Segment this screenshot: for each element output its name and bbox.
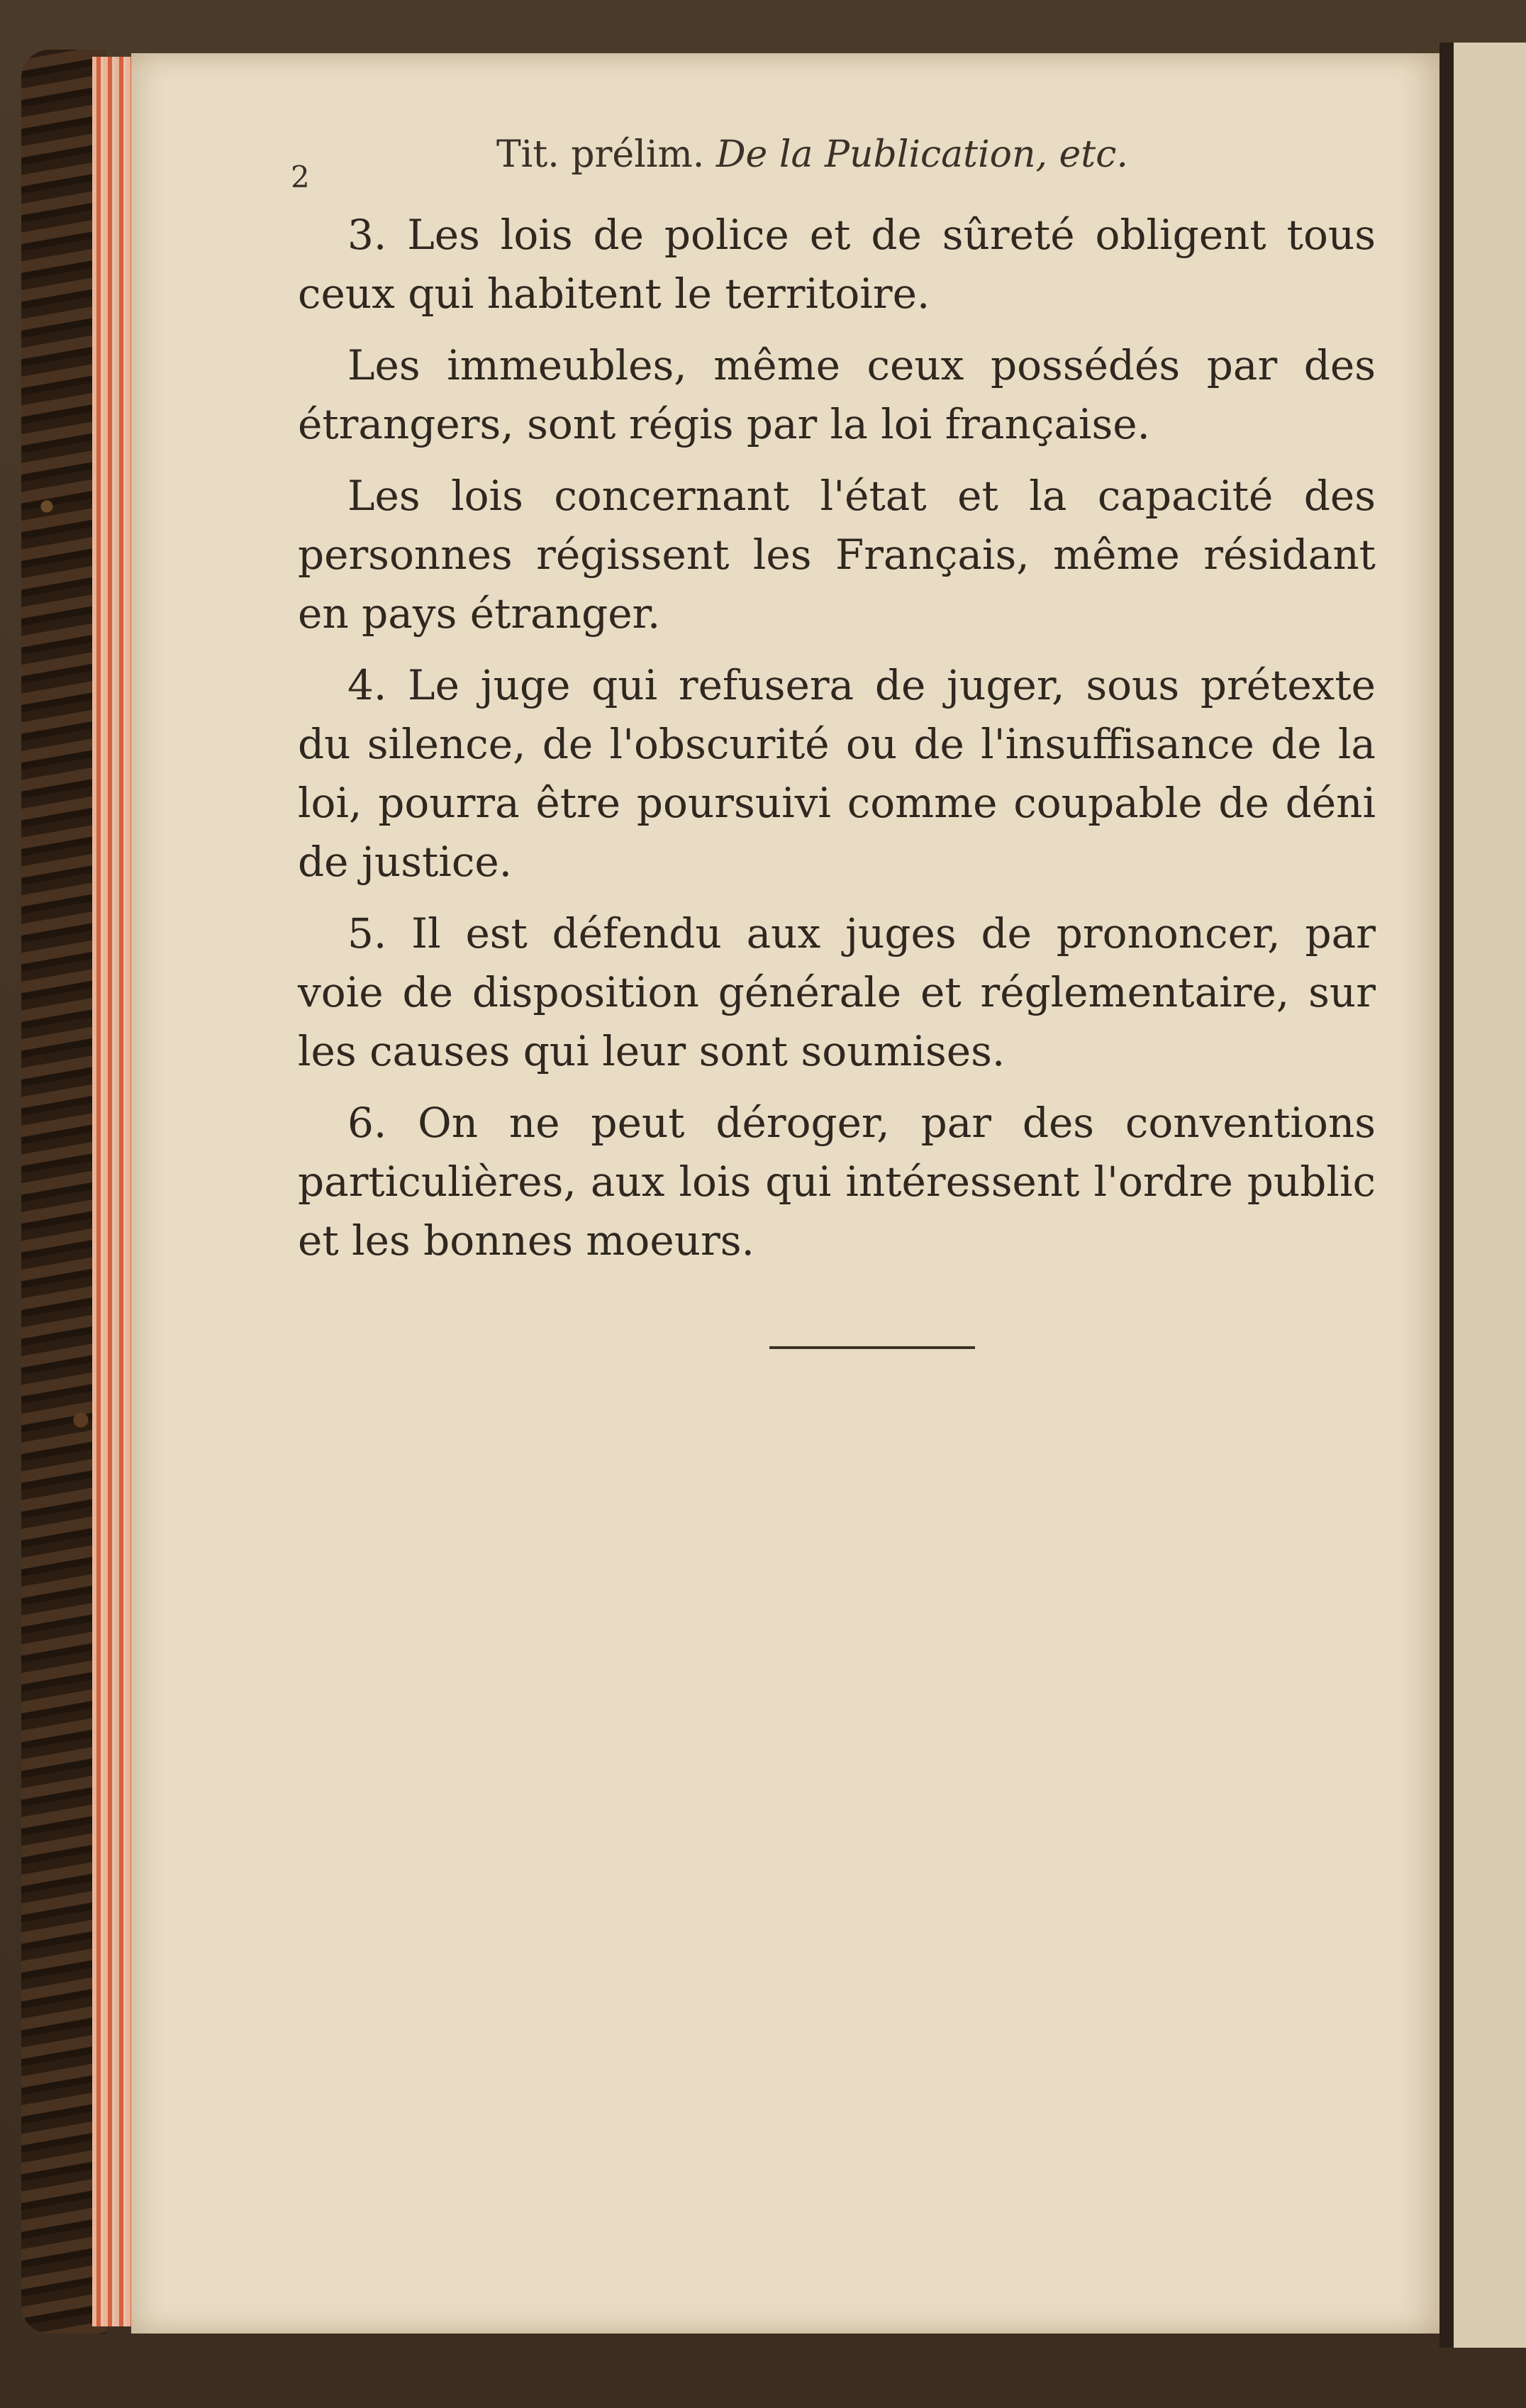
running-head <box>496 133 1128 176</box>
body-text <box>298 206 1376 1283</box>
paragraph: 4. Le juge qui refusera de juger, sous prétexte du silence, de l'obscurité ou de l'insuffisance de la loi, pourra être poursuivi comme coupable de déni de justice. <box>298 661 1376 886</box>
paragraph: Les immeubles, même ceux possédés par des étrangers, sont régis par la loi française. <box>298 341 1376 448</box>
paragraph: 3. Les lois de police et de sûreté obligent tous ceux qui habitent le territoire. <box>298 211 1376 318</box>
paragraph: 5. Il est défendu aux juges de prononcer, par voie de disposition générale et réglementaire, sur les causes qui leur sont soumises. <box>298 909 1376 1075</box>
running-head-prefix: Tit. prélim. <box>496 133 705 176</box>
next-page-sliver <box>1439 43 1526 2348</box>
running-head-title: De la Publication, etc. <box>715 133 1128 176</box>
section-divider <box>769 1346 975 1349</box>
paragraph: 6. On ne peut déroger, par des conventions particulières, aux lois qui intéressent l'ordre public et les bonnes moeurs. <box>298 1099 1376 1265</box>
paragraph: Les lois concernant l'état et la capacité des personnes régissent les Français, même résidant en pays étranger. <box>298 472 1376 638</box>
page-number: 2 <box>291 160 310 194</box>
